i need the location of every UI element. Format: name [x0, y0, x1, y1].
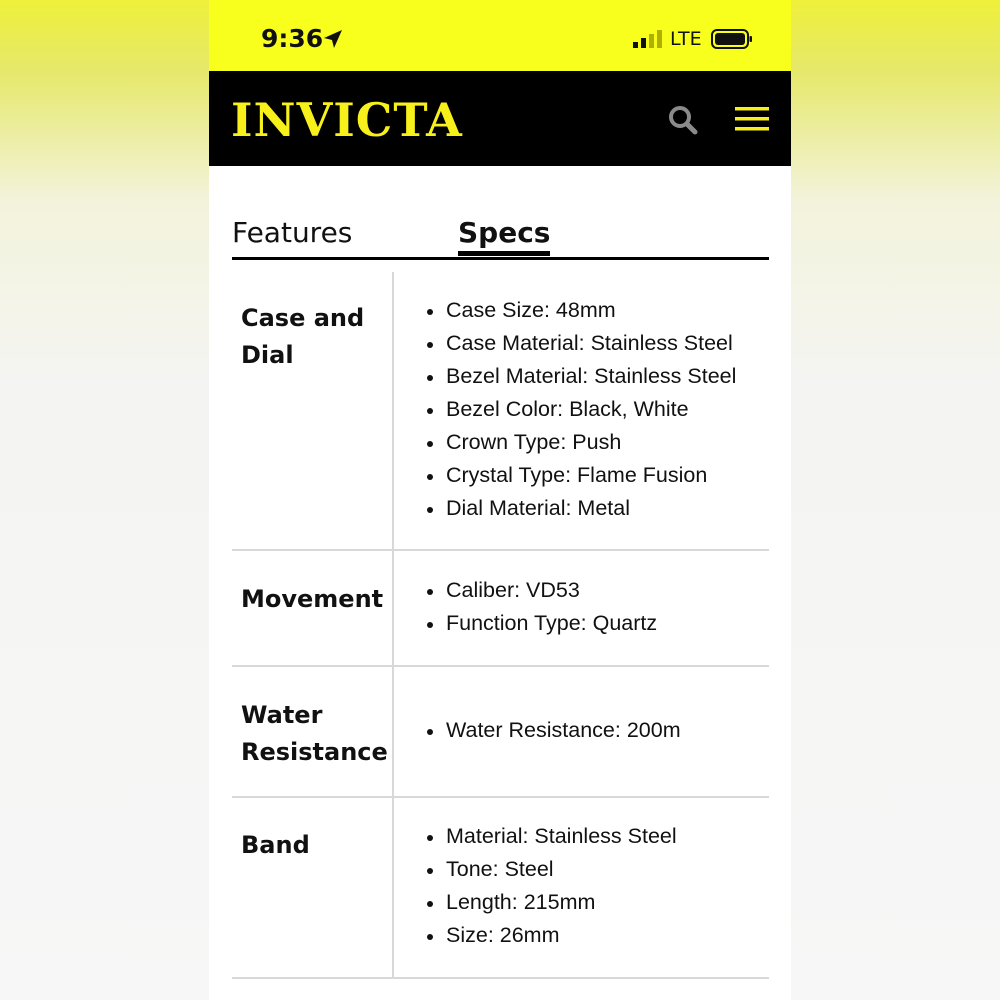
- hamburger-menu-icon[interactable]: [735, 105, 769, 133]
- specs-table: [232, 272, 769, 979]
- location-arrow-icon: [322, 28, 344, 50]
- spec-row-band: [232, 798, 769, 979]
- spec-label: Movement: [241, 585, 384, 613]
- spec-item: Size: 26mm: [427, 919, 677, 952]
- spec-item: Caliber: VD53: [427, 574, 657, 607]
- spec-item: Tone: Steel: [427, 853, 677, 886]
- battery-icon: [711, 29, 753, 49]
- spec-item: Bezel Material: Stainless Steel: [427, 360, 736, 393]
- spec-item: Dial Material: Metal: [427, 492, 736, 525]
- spec-label: Band: [241, 831, 310, 859]
- network-type: LTE: [670, 28, 702, 50]
- spec-item: Length: 215mm: [427, 886, 677, 919]
- phone-screen: [209, 0, 791, 1000]
- tab-specs[interactable]: Specs: [458, 216, 550, 256]
- spec-list: [427, 820, 677, 952]
- spec-label-cell: [232, 272, 394, 549]
- spec-item: Case Size: 48mm: [427, 294, 736, 327]
- invicta-logo[interactable]: INVICTA: [231, 93, 463, 147]
- spec-label-cell: [232, 798, 394, 977]
- spec-item: Bezel Color: Black, White: [427, 393, 736, 426]
- tab-features[interactable]: Features: [232, 216, 353, 249]
- cellular-signal-icon: [633, 30, 663, 48]
- spec-list: [427, 574, 657, 640]
- spec-item: Crown Type: Push: [427, 426, 736, 459]
- spec-item: Water Resistance: 200m: [427, 714, 681, 747]
- spec-list: [427, 714, 681, 747]
- site-header: [209, 71, 791, 166]
- spec-label: Case and Dial: [241, 304, 365, 369]
- spec-item: Function Type: Quartz: [427, 607, 657, 640]
- status-time: 9:36: [261, 24, 324, 53]
- spec-item: Crystal Type: Flame Fusion: [427, 459, 736, 492]
- spec-row-water-resistance: [232, 667, 769, 798]
- spec-row-case-and-dial: [232, 272, 769, 551]
- spec-label-cell: [232, 667, 394, 796]
- spec-list: [427, 294, 736, 525]
- spec-row-movement: [232, 551, 769, 667]
- spec-item: Case Material: Stainless Steel: [427, 327, 736, 360]
- search-icon[interactable]: [667, 104, 699, 136]
- spec-label-cell: [232, 551, 394, 665]
- product-tabs: [232, 212, 769, 260]
- status-bar: [209, 0, 791, 71]
- spec-item: Material: Stainless Steel: [427, 820, 677, 853]
- spec-label: Water Resistance: [241, 701, 388, 766]
